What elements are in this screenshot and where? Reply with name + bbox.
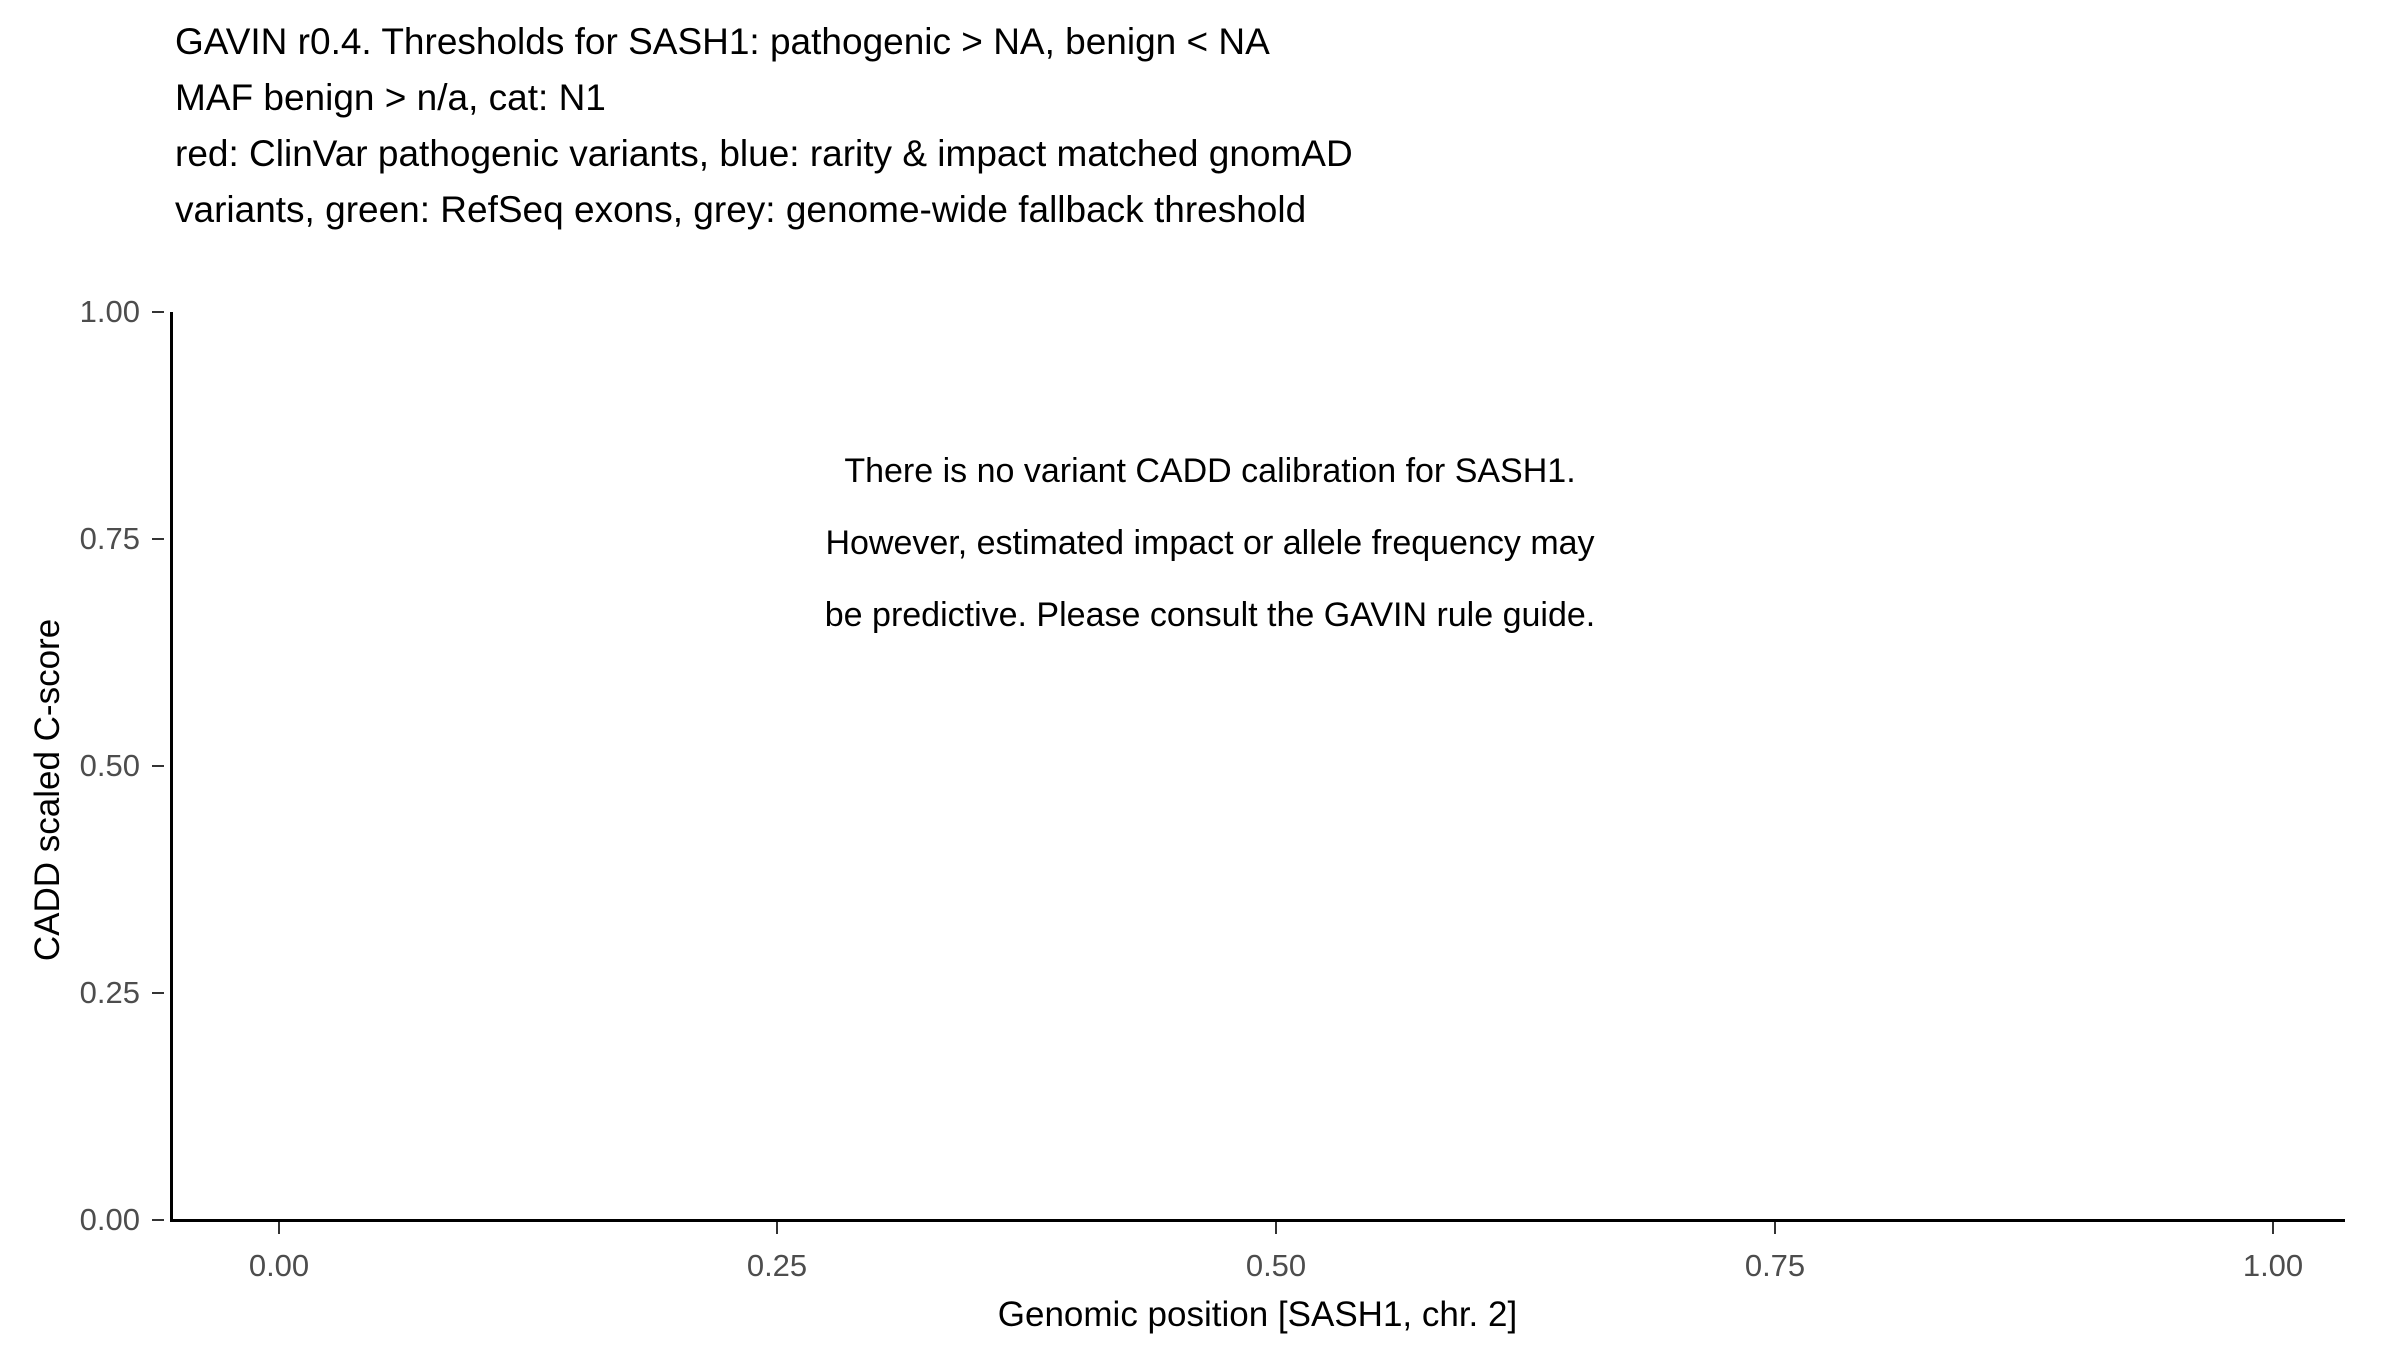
- x-tick-label: 0.00: [248, 1248, 310, 1283]
- x-tick-mark: [2272, 1222, 2274, 1234]
- annotation-line-3: be predictive. Please consult the GAVIN rule guide.: [824, 596, 1596, 634]
- x-axis-line: [170, 1219, 2345, 1222]
- chart-title-block: [175, 14, 2175, 238]
- y-axis-title: CADD scaled C-score: [28, 618, 67, 962]
- y-tick-mark: [152, 992, 164, 994]
- x-tick-label: 0.75: [1744, 1248, 1806, 1283]
- chart-title-line-1: GAVIN r0.4. Thresholds for SASH1: pathogenic > NA, benign < NA: [175, 21, 1270, 62]
- y-tick-mark: [152, 311, 164, 313]
- chart-title-line-4: variants, green: RefSeq exons, grey: genome-wide fallback threshold: [175, 189, 1307, 230]
- y-tick-label: 0.50: [79, 748, 140, 783]
- x-tick-mark: [278, 1222, 280, 1234]
- annotation-line-2: However, estimated impact or allele frequency may: [825, 524, 1595, 562]
- y-axis-line: [170, 312, 173, 1220]
- x-tick-label: 1.00: [2242, 1248, 2304, 1283]
- x-tick-label: 0.25: [746, 1248, 808, 1283]
- x-axis-title: Genomic position [SASH1, chr. 2]: [997, 1295, 1518, 1334]
- plot-annotation: [510, 435, 1910, 651]
- y-tick-label: 0.00: [79, 1202, 140, 1237]
- chart-title-line-3: red: ClinVar pathogenic variants, blue: rarity & impact matched gnomAD: [175, 133, 1353, 174]
- plot-region: [0, 280, 2400, 1350]
- y-tick-mark: [152, 538, 164, 540]
- y-tick-label: 0.25: [79, 975, 140, 1010]
- y-tick-label: 1.00: [79, 294, 140, 329]
- annotation-line-1: There is no variant CADD calibration for SASH1.: [844, 452, 1576, 490]
- y-tick-label: 0.75: [79, 521, 140, 556]
- y-axis-ticks: [0, 280, 180, 1350]
- x-tick-mark: [776, 1222, 778, 1234]
- x-tick-label: 0.50: [1245, 1248, 1307, 1283]
- chart-title-line-2: MAF benign > n/a, cat: N1: [175, 77, 606, 118]
- y-tick-mark: [152, 1219, 164, 1221]
- x-tick-mark: [1774, 1222, 1776, 1234]
- y-tick-mark: [152, 765, 164, 767]
- x-tick-mark: [1275, 1222, 1277, 1234]
